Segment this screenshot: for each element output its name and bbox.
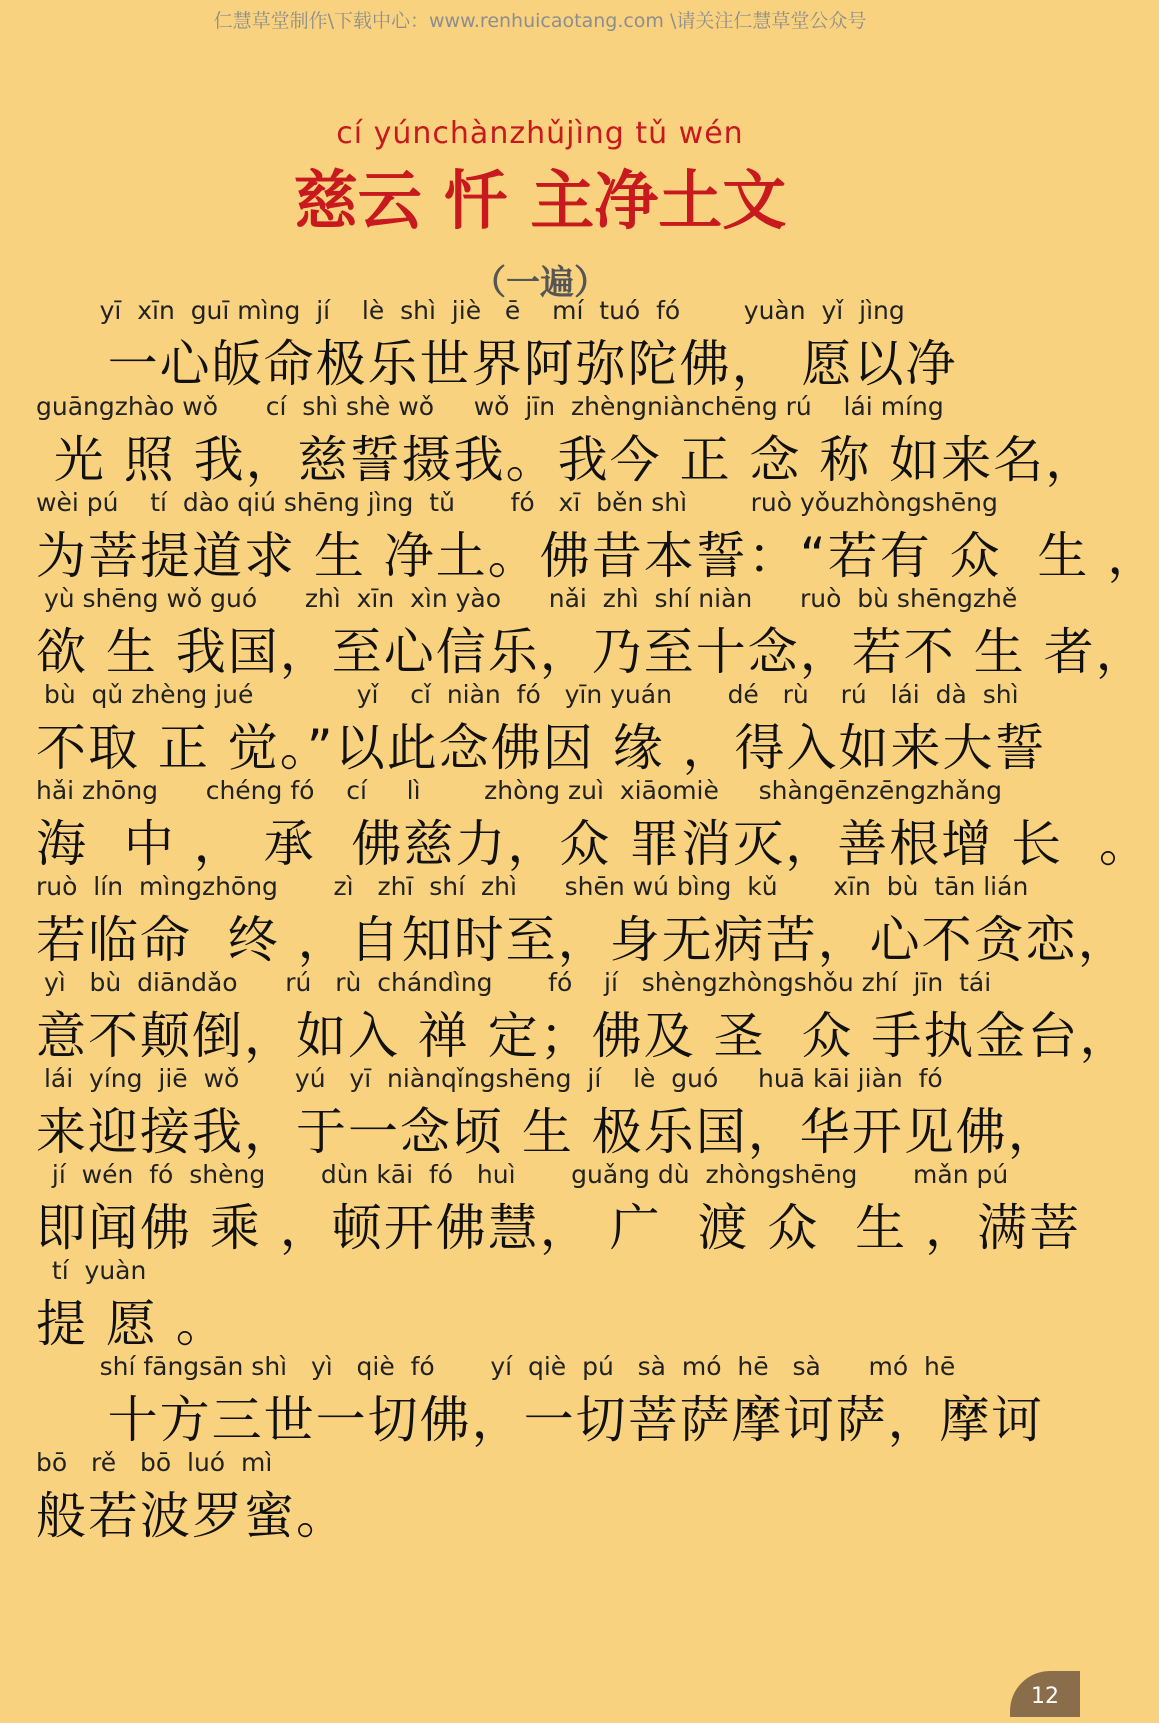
pinyin-line: ruò lín mìngzhōng zì zhī shí zhì shēn wú bìng kǔ xīn bù tān lián [36, 872, 1029, 901]
pinyin-line: bù qǔ zhèng jué yǐ cǐ niàn fó yīn yuán dé rù rú lái dà shì [36, 680, 1019, 709]
pinyin-line: yì bù diāndǎo rú rù chándìng fó jí shèngzhòngshǒu zhí jīn tái [36, 968, 992, 997]
hanzi-line: 海 中 ， 承 佛慈力，众 罪消灭，善根增 长 。 [36, 815, 1151, 873]
hanzi-line: 般若波罗蜜。 [36, 1487, 348, 1545]
hanzi-line: 光 照 我，慈誓摄我。我今 正 念 称 如来名， [36, 431, 1098, 489]
hanzi-line: 欲 生 我国，至心信乐，乃至十念，若不 生 者， [36, 623, 1148, 681]
page-number-badge: 12 [1010, 1671, 1080, 1717]
page-title: 慈云 忏 主净土文 [293, 165, 787, 239]
site-header: 仁慧草堂制作\下载中心：www.renhuicaotang.com \请关注仁慧草堂公众号 [213, 10, 867, 32]
pinyin-line: yī xīn guī mìng jí lè shì jiè ē mí tuó fó yuàn yǐ jìng [36, 296, 905, 325]
pinyin-line: jí wén fó shèng dùn kāi fó huì guǎng dù zhòngshēng mǎn pú [36, 1160, 1009, 1189]
subtitle: （一遍） [472, 263, 608, 303]
hanzi-line: 提 愿 。 [36, 1295, 228, 1353]
hanzi-line: 即闻佛 乘 ，顿开佛慧， 广 渡 众 生 ，满菩 [36, 1199, 1082, 1257]
pinyin-line: shí fāngsān shì yì qiè fó yí qiè pú sà mó hē sà mó hē [36, 1352, 956, 1381]
hanzi-line: 若临命 终 ，自知时至，身无病苦，心不贪恋， [36, 911, 1130, 969]
pinyin-line: tí yuàn [36, 1256, 147, 1285]
pinyin-line: wèi pú tí dào qiú shēng jìng tǔ fó xī běn shì ruò yǒuzhòngshēng [36, 488, 998, 517]
pinyin-line: bō rě bō luó mì [36, 1448, 273, 1477]
hanzi-line: 来迎接我，于一念顷 生 极乐国，华开见佛， [36, 1103, 1060, 1161]
pinyin-line: guāngzhào wǒ cí shì shè wǒ wǒ jīn zhèngniànchēng rú lái míng [36, 392, 944, 421]
hanzi-line: 一心皈命极乐世界阿弥陀佛， 愿以净 [36, 335, 958, 393]
pinyin-line: yù shēng wǒ guó zhì xīn xìn yào nǎi zhì shí niàn ruò bù shēngzhě [36, 584, 1018, 613]
hanzi-line: 为菩提道求 生 净土。佛昔本誓：“若有 众 生 ， [36, 527, 1159, 585]
hanzi-line: 不取 正 觉。”以此念佛因 缘 ，得入如来大誓 [36, 719, 1047, 777]
hanzi-line: 意不颠倒，如入 禅 定；佛及 圣 众 手执金台， [36, 1007, 1132, 1065]
title-pinyin: cí yúnchànzhǔjìng tǔ wén [336, 116, 744, 151]
pinyin-line: hǎi zhōng chéng fó cí lì zhòng zuì xiāomiè shàngēnzēngzhǎng [36, 776, 1002, 805]
hanzi-line: 十方三世一切佛，一切菩萨摩诃萨，摩诃 [36, 1391, 1044, 1449]
pinyin-line: lái yíng jiē wǒ yú yī niànqǐngshēng jí lè guó huā kāi jiàn fó [36, 1064, 943, 1093]
